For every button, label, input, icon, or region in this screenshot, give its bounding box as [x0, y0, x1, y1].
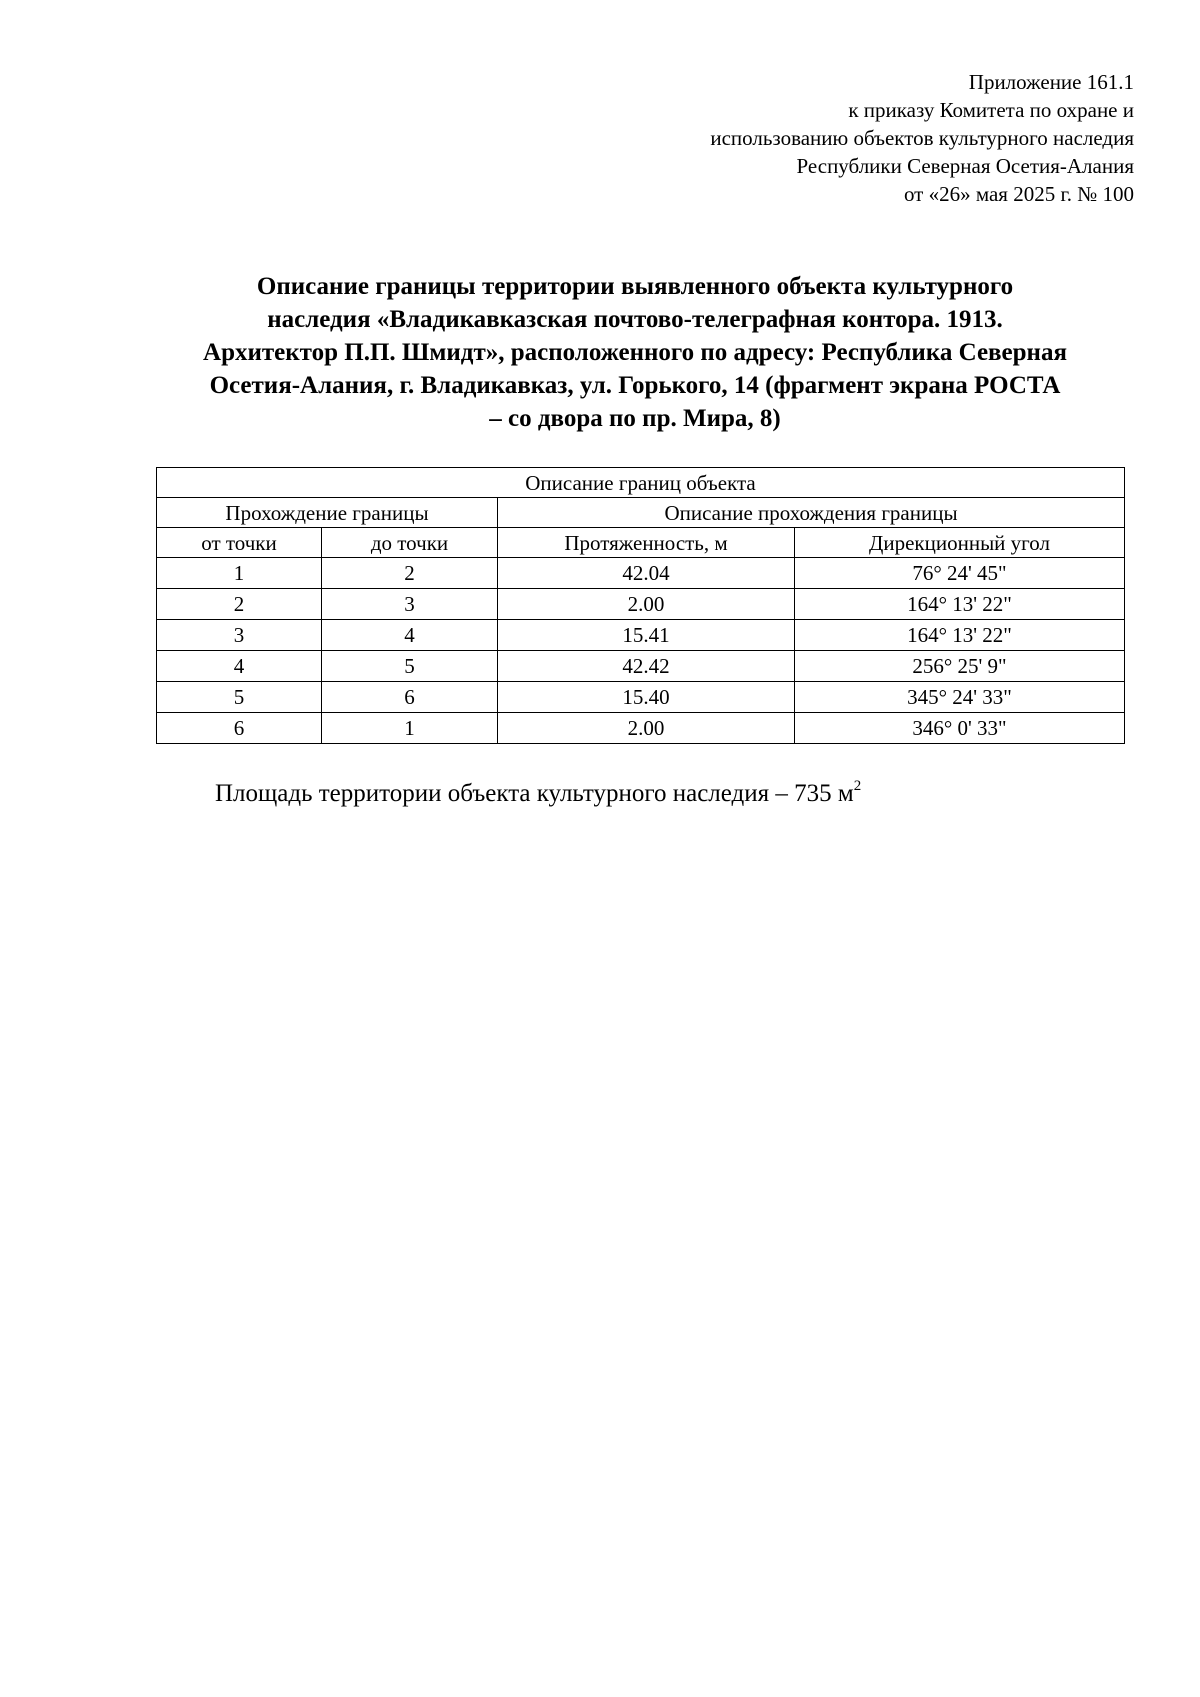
appendix-number: Приложение 161.1	[968, 70, 1134, 94]
area-text: Площадь территории объекта культурного наследия – 735 м	[215, 780, 854, 807]
cell-angle: 256° 25' 9"	[795, 651, 1125, 682]
table-row	[157, 620, 1125, 651]
cell-to-point: 4	[322, 620, 498, 651]
cell-from-point: 3	[157, 620, 322, 651]
table-caption-row	[157, 468, 1125, 498]
document-title	[140, 270, 1130, 435]
cell-length: 15.41	[498, 620, 795, 651]
group-header-passage: Прохождение границы	[157, 498, 498, 528]
cell-angle: 76° 24' 45"	[795, 558, 1125, 589]
table-row	[157, 682, 1125, 713]
cell-to-point: 3	[322, 589, 498, 620]
cell-length: 15.40	[498, 682, 795, 713]
column-header-from-point: от точки	[157, 528, 322, 558]
appendix-date-line: от «26» мая 2025 г. № 100	[903, 182, 1134, 206]
cell-angle: 345° 24' 33"	[795, 682, 1125, 713]
cell-angle: 346° 0' 33"	[795, 713, 1125, 744]
column-header-to-point: до точки	[322, 528, 498, 558]
cell-angle: 164° 13' 22"	[795, 589, 1125, 620]
cell-length: 2.00	[498, 589, 795, 620]
cell-from-point: 2	[157, 589, 322, 620]
cell-length: 2.00	[498, 713, 795, 744]
table-group-header-row	[157, 498, 1125, 528]
appendix-committee-line: использованию объектов культурного наследия	[710, 126, 1134, 150]
cell-from-point: 5	[157, 682, 322, 713]
cell-length: 42.04	[498, 558, 795, 589]
area-unit-superscript: 2	[853, 778, 862, 794]
title-line: Описание границы территории выявленного объекта культурного	[256, 273, 1014, 300]
cell-to-point: 5	[322, 651, 498, 682]
cell-to-point: 1	[322, 713, 498, 744]
cell-from-point: 1	[157, 558, 322, 589]
table-row	[157, 558, 1125, 589]
title-line: Осетия-Алания, г. Владикавказ, ул. Горького, 14 (фрагмент экрана РОСТА	[209, 372, 1061, 399]
column-header-angle: Дирекционный угол	[795, 528, 1125, 558]
table-caption: Описание границ объекта	[157, 468, 1125, 498]
title-line: Архитектор П.П. Шмидт», расположенного по адресу: Республика Северная	[203, 339, 1067, 366]
group-header-description: Описание прохождения границы	[498, 498, 1125, 528]
boundary-table-body	[157, 468, 1125, 744]
column-header-length: Протяженность, м	[498, 528, 795, 558]
cell-angle: 164° 13' 22"	[795, 620, 1125, 651]
table-row	[157, 589, 1125, 620]
cell-to-point: 2	[322, 558, 498, 589]
cell-length: 42.42	[498, 651, 795, 682]
table-row	[157, 651, 1125, 682]
title-line: наследия «Владикавказская почтово-телеграфная контора. 1913.	[267, 306, 1003, 333]
area-statement	[215, 778, 861, 810]
table-column-header-row	[157, 528, 1125, 558]
appendix-republic-line: Республики Северная Осетия-Алания	[796, 154, 1134, 178]
cell-to-point: 6	[322, 682, 498, 713]
table-row	[157, 713, 1125, 744]
boundary-table	[156, 467, 1125, 744]
cell-from-point: 6	[157, 713, 322, 744]
appendix-order-line: к приказу Комитета по охране и	[848, 98, 1134, 122]
title-line: – со двора по пр. Мира, 8)	[489, 405, 781, 432]
cell-from-point: 4	[157, 651, 322, 682]
appendix-header	[574, 68, 1134, 208]
